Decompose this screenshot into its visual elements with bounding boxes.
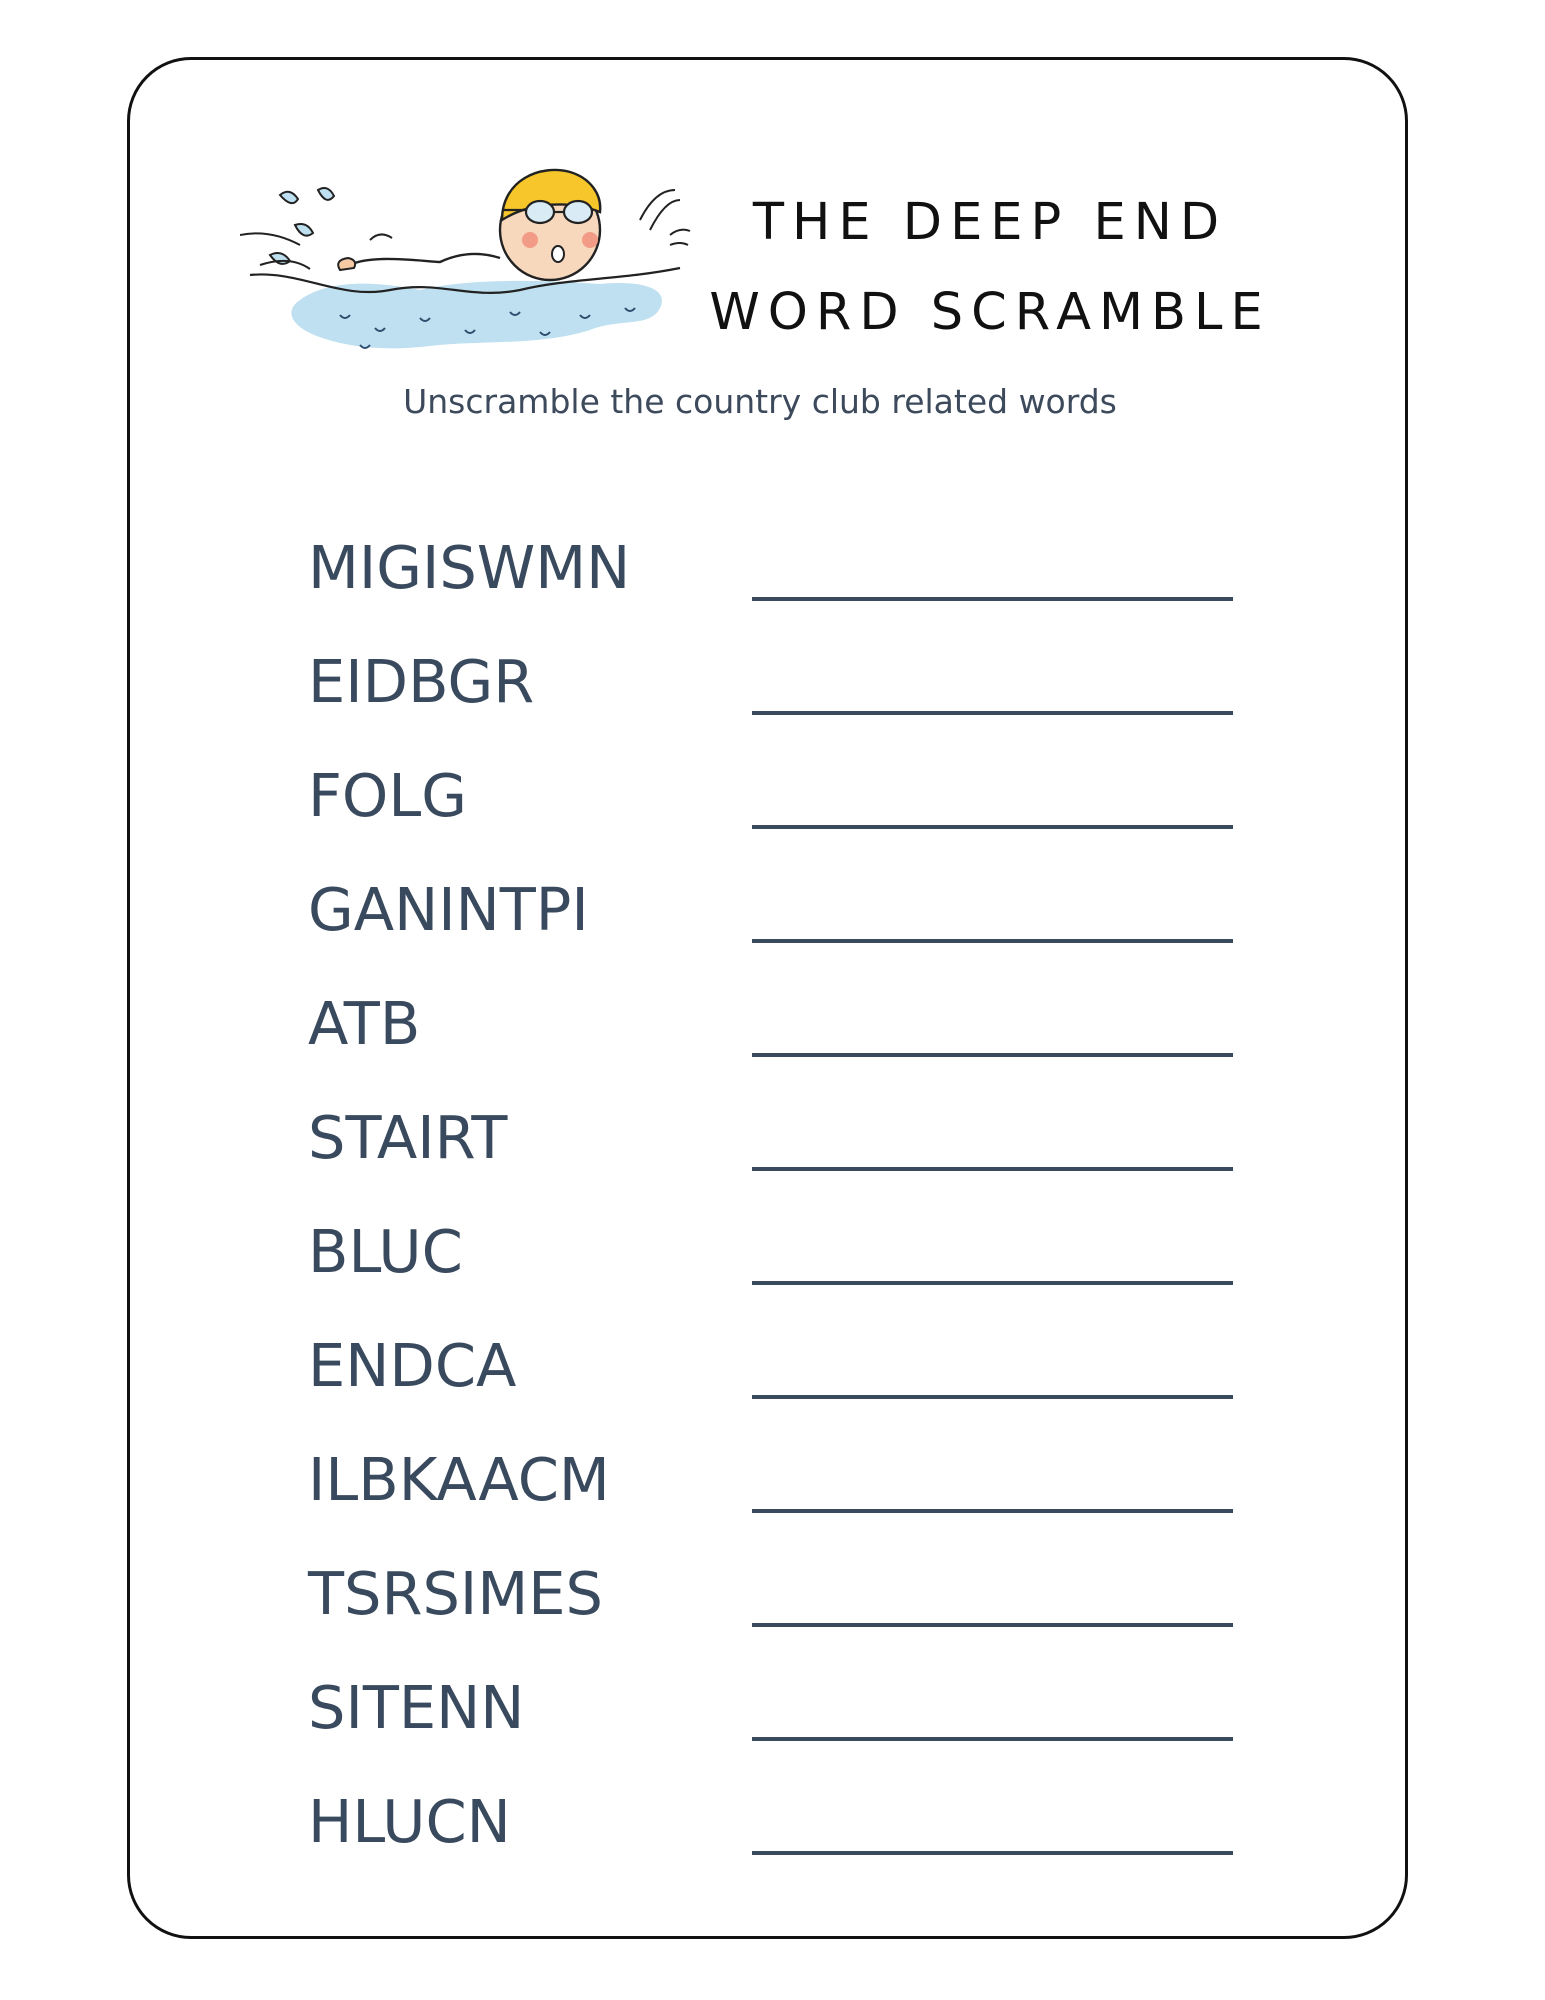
scrambled-word: MIGISWMN (308, 533, 631, 602)
answer-line[interactable] (752, 1281, 1233, 1285)
worksheet-title-line1: THE DEEP END (752, 193, 1228, 252)
scrambled-word: HLUCN (308, 1787, 511, 1856)
scrambled-word: STAIRT (308, 1103, 508, 1172)
scramble-row (308, 1212, 1238, 1292)
answer-line[interactable] (752, 1395, 1233, 1399)
scramble-row (308, 984, 1238, 1064)
worksheet-title-line2: WORD SCRAMBLE (709, 283, 1271, 342)
scrambled-word: TSRSIMES (308, 1559, 603, 1628)
worksheet-subtitle: Unscramble the country club related words (403, 382, 1117, 421)
answer-line[interactable] (752, 1737, 1233, 1741)
scramble-row (308, 1668, 1238, 1748)
answer-line[interactable] (752, 939, 1233, 943)
scrambled-word: BLUC (308, 1217, 463, 1286)
answer-line[interactable] (752, 1053, 1233, 1057)
answer-line[interactable] (752, 1509, 1233, 1513)
answer-line[interactable] (752, 597, 1233, 601)
scrambled-word: SITENN (308, 1673, 525, 1742)
answer-line[interactable] (752, 1623, 1233, 1627)
scrambled-word: FOLG (308, 761, 467, 830)
scrambled-word: ILBKAACM (308, 1445, 610, 1514)
scramble-row (308, 528, 1238, 608)
answer-line[interactable] (752, 1851, 1233, 1855)
scramble-row (308, 1098, 1238, 1178)
answer-line[interactable] (752, 1167, 1233, 1171)
scramble-row (308, 1554, 1238, 1634)
answer-line[interactable] (752, 711, 1233, 715)
scrambled-word: EIDBGR (308, 647, 535, 716)
scramble-row (308, 642, 1238, 722)
scrambled-word: ENDCA (308, 1331, 517, 1400)
scramble-row (308, 756, 1238, 836)
answer-line[interactable] (752, 825, 1233, 829)
scramble-row (308, 870, 1238, 950)
scrambled-word: GANINTPI (308, 875, 589, 944)
scrambled-word: ATB (308, 989, 421, 1058)
scramble-row (308, 1326, 1238, 1406)
scramble-row (308, 1440, 1238, 1520)
scramble-row (308, 1782, 1238, 1862)
